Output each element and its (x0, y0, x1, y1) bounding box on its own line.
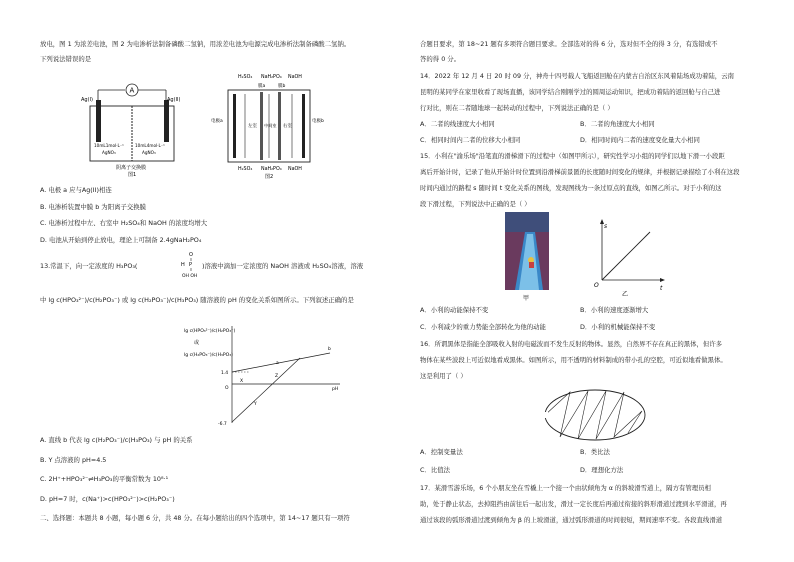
axis-origin: O (594, 282, 599, 289)
h3po3-structure (180, 250, 204, 280)
point-z: Z (275, 374, 279, 379)
figure-1-caption: 图1 (128, 172, 137, 178)
slide-photo (505, 212, 549, 302)
q12-intro-line2: 下列说法错误的是 (40, 55, 92, 63)
q13-line1b: )溶液中滴加一定浓度的 NaOH 溶液或 H₂SO₄溶液，溶液 (202, 262, 364, 270)
graph-value-neg6.7: -6.7 (218, 422, 227, 427)
q14-option-d: D．相同时间内二者的速度变化量大小相同 (580, 136, 700, 144)
graph-value-1.4: 1.4 (221, 371, 229, 376)
section-2-heading: 二、选择题：本题共 8 小题，每小题 6 分，共 48 分。在每小题给出的四个选项中，第 14~17 题只有一项符 (40, 514, 350, 522)
graph-ylabel-top: lg c(HPO₃²⁻)/c(H₂PO₃⁻) (184, 329, 236, 334)
q12-option-c: C. 电渗析过程中左、右室中 H₂SO₄和 NaOH 的浓度均增大 (40, 219, 208, 227)
line-b (232, 353, 330, 372)
fig2-membrane-a: 膜a (258, 84, 266, 89)
q15-line3: 时间内通过的路程 s 随时间 t 变化关系的图线，发现图线为一条过原点的直线，如图乙所示。对于小利的这 (420, 184, 722, 192)
figure-2-caption: 图2 (265, 174, 274, 180)
struct-p: P (189, 262, 193, 268)
caption-yi: 乙 (622, 291, 629, 298)
q12-option-d: D. 电池从开始到停止放电，理论上可制备 2.4gNaH₂PO₄ (40, 236, 202, 244)
q12-option-b: B. 电渗析装置中膜 b 为阳离子交换膜 (40, 203, 147, 211)
sol-right-line2: AgNO₃ (142, 150, 156, 155)
q12-intro-line1: 放电，图 1 为浓差电池，图 2 为电渗析法制备磷酸二氢钠，用浓差电池为电源完成电渗析法制备磷酸二氢钠。 (40, 40, 351, 48)
fig2-top-label-2: NaH₂PO₄ (261, 75, 282, 80)
fig2-chamber-right: 右室 (283, 124, 292, 129)
fig2-bottom-label-3: NaOH (288, 167, 302, 172)
graph-xlabel: pH (332, 387, 339, 392)
q15-line4: 段下滑过程，下列说法中正确的是（ ） (420, 200, 531, 208)
fig2-chamber-left: 左室 (248, 124, 257, 129)
point-y: Y (254, 402, 257, 407)
fig2-membrane-b: 膜b (278, 84, 286, 89)
meter-label: A (129, 86, 135, 95)
s-t-line (602, 232, 650, 280)
figure-1-concentration-cell (80, 78, 180, 178)
fig2-electrode-b: 电极b (312, 119, 324, 124)
line-a-label: a (276, 361, 279, 366)
q15-line1: 15．小利在"渝乐场"沿笔直的滑梯滑下的过程中（如图甲所示），研究性学习小组的同学们以地下滑一小段距 (420, 152, 725, 160)
q13-graph (180, 318, 350, 428)
figure-2-electrodialysis (208, 70, 328, 180)
q14-option-b: B．二者的角速度大小相同 (580, 120, 655, 128)
q13-option-a: A. 直线 b 代表 lg c(H₂PO₃⁻)/c(H₃PO₃) 与 pH 的关系 (40, 436, 193, 444)
fig2-top-label-3: NaOH (288, 75, 302, 80)
q15-option-c: C．小利减少的重力势能全部转化为他的动能 (420, 323, 546, 331)
q15-option-d: D．小利的机械能保持不变 (580, 323, 656, 331)
struct-o: O (189, 252, 193, 258)
q13-option-d: D. pH=7 时，c(Na⁺)>c(HPO₃²⁻)>c(H₂PO₃⁻) (40, 495, 175, 503)
q16-option-d: D．理想化方法 (580, 466, 624, 474)
q17-line3: 通过该段的弧形滑道过渡到倾角为 β 的上坡滑道，通过弧形滑道的时间很短，期间速率不变。各段直线滑道 (420, 516, 723, 524)
q14-line2: 昆明的某同学在家里收看了现场直播，该同学结合刚刚学过的圆周运动知识，把成功着陆的返回舱与自己进 (420, 88, 721, 96)
q16-option-b: B．类比法 (580, 448, 610, 456)
q16-option-c: C．比值法 (420, 466, 451, 474)
fig2-bottom-label-1: H₂SO₄ (238, 167, 253, 172)
sol-left-line1: 10mL1mol·L⁻¹ (94, 143, 124, 148)
line-b-label: b (328, 347, 331, 352)
fig2-bottom-label-2: NaH₂PO₄ (261, 167, 282, 172)
q14-line1: 14．2022 年 12 月 4 日 20 时 09 分，神舟十四号载人飞船返回舱在内蒙古自治区东风着陆场成功着陆，云南 (420, 72, 734, 80)
q13-option-c: C. 2H⁺+HPO₃²⁻⇌H₃PO₃的平衡常数为 10⁸·¹ (40, 475, 169, 483)
blackbody-cavity (540, 385, 650, 445)
q13-option-b: B. Y 点溶液的 pH=4.5 (40, 456, 107, 464)
electrode-left-label: Ag(I) (81, 97, 93, 103)
fig2-electrode-a: 电极a (211, 119, 223, 124)
q16-option-a: A．控制变量法 (420, 448, 463, 456)
q16-line2: 物体在某些波段上可近似地看成黑体。如图所示，用不透明的材料制成的带小孔的空腔，可近似地看做黑体。 (420, 356, 727, 364)
right-column (420, 0, 766, 562)
graph-ylabel-bottom: lg c(H₂PO₃⁻)/c(H₃PO₃) (184, 353, 233, 358)
left-column (40, 0, 383, 562)
membrane-label: 阴离子交换膜 (116, 165, 147, 171)
point-x: X (240, 379, 244, 384)
q13-line2: 中 lg c(HPO₃²⁻)/c(H₂PO₃⁻) 或 lg c(H₂PO₃⁻)/c(H₃PO₃) 随溶液的 pH 的变化关系如图所示。下列叙述正确的是 (40, 296, 354, 304)
graph-ylabel-or: 或 (194, 340, 200, 346)
struct-h: H (181, 262, 185, 268)
section-2-line1: 合题目要求，第 18~21 题有多项符合题目要求。全部选对的得 6 分，选对但不全的得 3 分，有选错或不 (420, 40, 718, 48)
q15-option-b: B．小利的速度逐渐增大 (580, 306, 649, 314)
electrode-right-label: Ag(II) (167, 97, 180, 103)
q12-option-a: A. 电极 a 应与Ag(II)相连 (40, 186, 112, 194)
q17-line2: 助，处于静止状态，去掉阻挡由前往后一起出发，滑过一定长度后再通过衔接的斜形滑道过渡到水平滑道，再 (420, 500, 727, 508)
q14-option-a: A．二者的线速度大小相同 (420, 120, 495, 128)
q13-line1a: 13.常温下，向一定浓度的 H₃PO₃( (40, 262, 138, 270)
q14-option-c: C．相同时间内二者的位移大小相同 (420, 136, 521, 144)
axis-s: s (604, 223, 608, 230)
q16-line1: 16．所谓黑体是指能全部吸收入射的电磁波而不发生反射的物体。显然，自然界不存在真正的黑体，但许多 (420, 340, 723, 348)
sol-right-line1: 10mL4mol·L⁻¹ (135, 143, 165, 148)
s-t-graph (588, 218, 668, 298)
graph-origin: O (225, 386, 229, 391)
fig2-chamber-middle: 中间室 (264, 123, 277, 128)
q15-option-a: A．小利的动能保持不变 (420, 306, 489, 314)
line-a (232, 358, 300, 422)
axis-t: t (660, 285, 663, 292)
sol-left-line2: AgNO₃ (102, 150, 116, 155)
q14-line3: 行对比，则在二者随地球一起转动的过程中，下列说法正确的是（ ） (420, 104, 614, 112)
q16-line3: 这是利用了（ ） (420, 372, 467, 380)
caption-jia: 甲 (523, 295, 530, 302)
section-2-line2: 答的得 0 分。 (420, 55, 461, 63)
struct-oh: OH OH (182, 274, 198, 279)
fig2-top-label-1: H₂SO₄ (238, 75, 253, 80)
q17-line1: 17．某滑雪游乐场，6 个小朋友坐在雪橇上一个接一个由状倾角为 α 的斜坡滑雪道上，隔方有管理员相 (420, 484, 711, 492)
q15-line2: 离后开始计时，记录了他从开始计时位置到沿滑梯前景匿的长度随时间变化的规律，并根据记录描绘了小利在这段 (420, 168, 740, 176)
